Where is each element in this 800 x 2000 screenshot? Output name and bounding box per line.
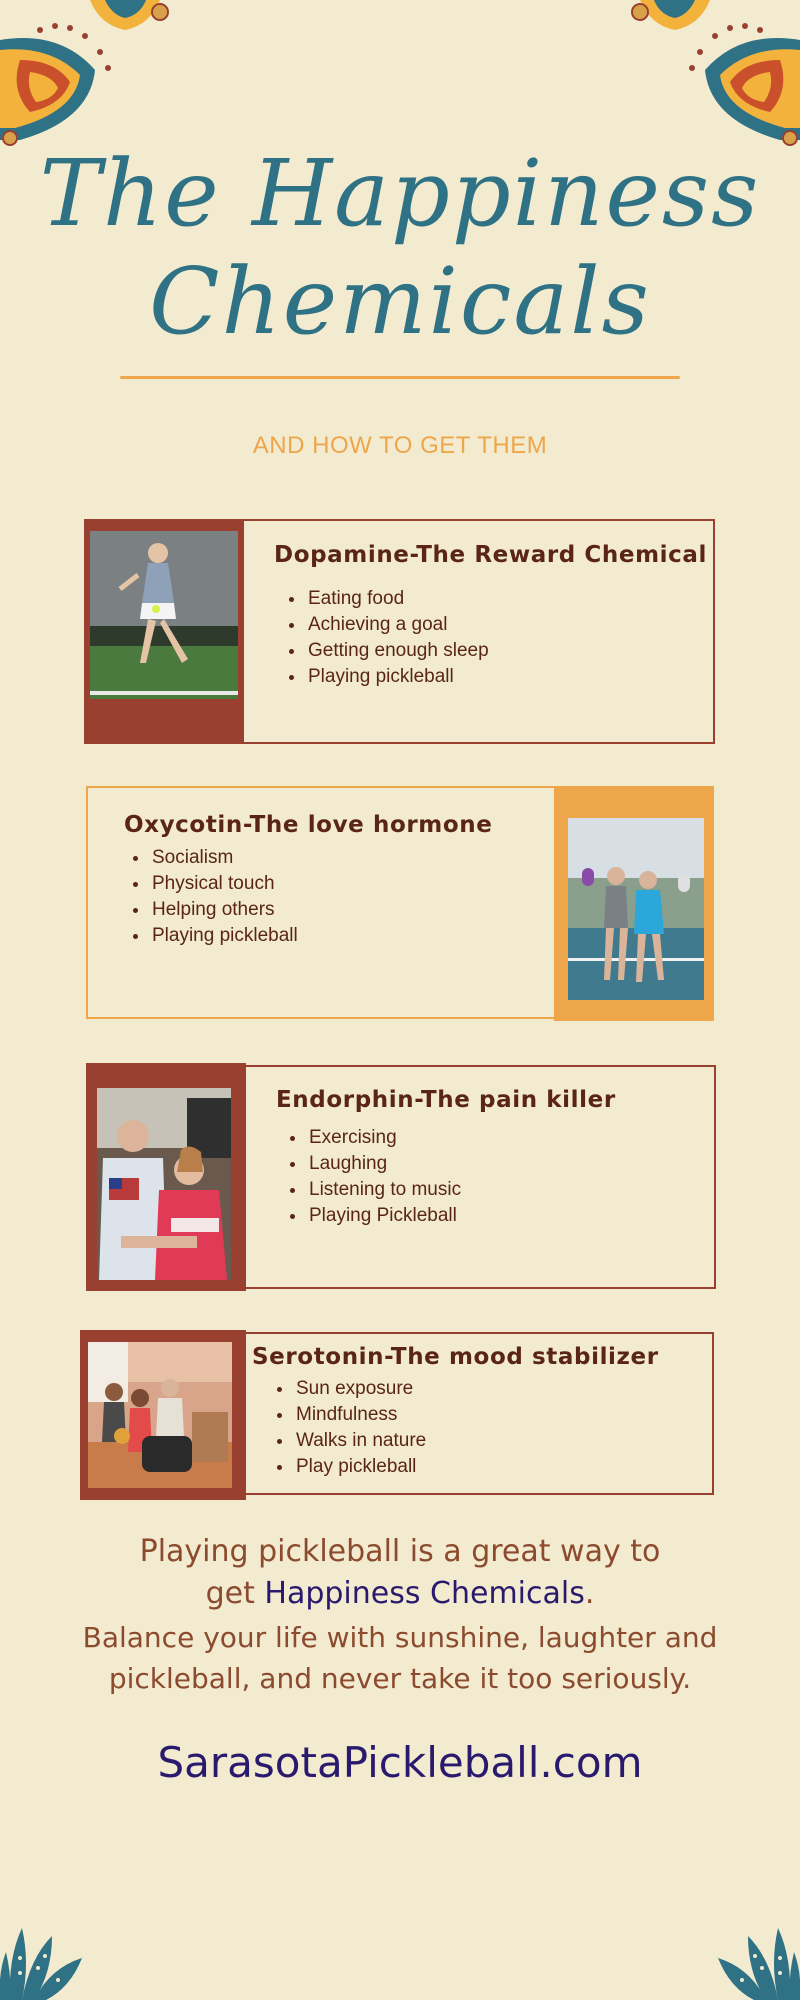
website-link[interactable]: SarasotaPickleball.com xyxy=(157,1738,643,1787)
list-item: • Getting enough sleep xyxy=(306,638,489,664)
card-item-list xyxy=(285,1125,461,1229)
card-heading: Serotonin-The mood stabilizer xyxy=(252,1344,659,1370)
list-item: • Helping others xyxy=(150,897,298,923)
page-title-line-1: The Happiness xyxy=(39,140,761,247)
list-item: • Playing pickleball xyxy=(150,923,298,949)
list-item: • Eating food xyxy=(306,586,489,612)
list-item: • Exercising xyxy=(307,1125,461,1151)
closing-line-2-suffix: . xyxy=(584,1576,595,1611)
list-item: • Play pickleball xyxy=(294,1454,426,1480)
list-item: • Socialism xyxy=(150,845,298,871)
card-item-list xyxy=(272,1376,426,1480)
closing-line-2 xyxy=(0,1576,800,1611)
list-item: • Listening to music xyxy=(307,1177,461,1203)
closing-line-4: pickleball, and never take it too seriously. xyxy=(108,1662,692,1695)
title-divider xyxy=(120,376,680,379)
card-heading: Oxycotin-The love hormone xyxy=(124,812,493,838)
floral-decoration-top-left-icon xyxy=(0,0,170,150)
closing-line-2-prefix: get xyxy=(205,1576,265,1611)
pickleball-players-photo xyxy=(568,818,704,1000)
card-item-list xyxy=(128,845,298,949)
list-item: • Laughing xyxy=(307,1151,461,1177)
leaf-decoration-bottom-right-icon xyxy=(710,1918,800,2000)
group-photo xyxy=(88,1342,232,1488)
closing-line-1: Playing pickleball is a great way to xyxy=(139,1534,661,1569)
list-item: • Mindfulness xyxy=(294,1402,426,1428)
list-item: • Walks in nature xyxy=(294,1428,426,1454)
happiness-chemicals-link[interactable]: Happiness Chemicals xyxy=(264,1576,585,1611)
card-heading: Dopamine-The Reward Chemical xyxy=(274,542,707,568)
list-item: • Physical touch xyxy=(150,871,298,897)
list-item: • Playing Pickleball xyxy=(307,1203,461,1229)
pickleball-player-photo xyxy=(90,531,238,699)
page-title-line-2: Chemicals xyxy=(149,248,651,355)
list-item: • Sun exposure xyxy=(294,1376,426,1402)
card-item-list xyxy=(284,586,489,690)
list-item: • Achieving a goal xyxy=(306,612,489,638)
subtitle: AND HOW TO GET THEM xyxy=(252,432,548,459)
card-heading: Endorphin-The pain killer xyxy=(276,1087,616,1113)
couple-photo xyxy=(97,1088,231,1280)
floral-decoration-top-right-icon xyxy=(630,0,800,150)
closing-line-3: Balance your life with sunshine, laughter and xyxy=(82,1621,718,1654)
list-item: • Playing pickleball xyxy=(306,664,489,690)
leaf-decoration-bottom-left-icon xyxy=(0,1918,90,2000)
